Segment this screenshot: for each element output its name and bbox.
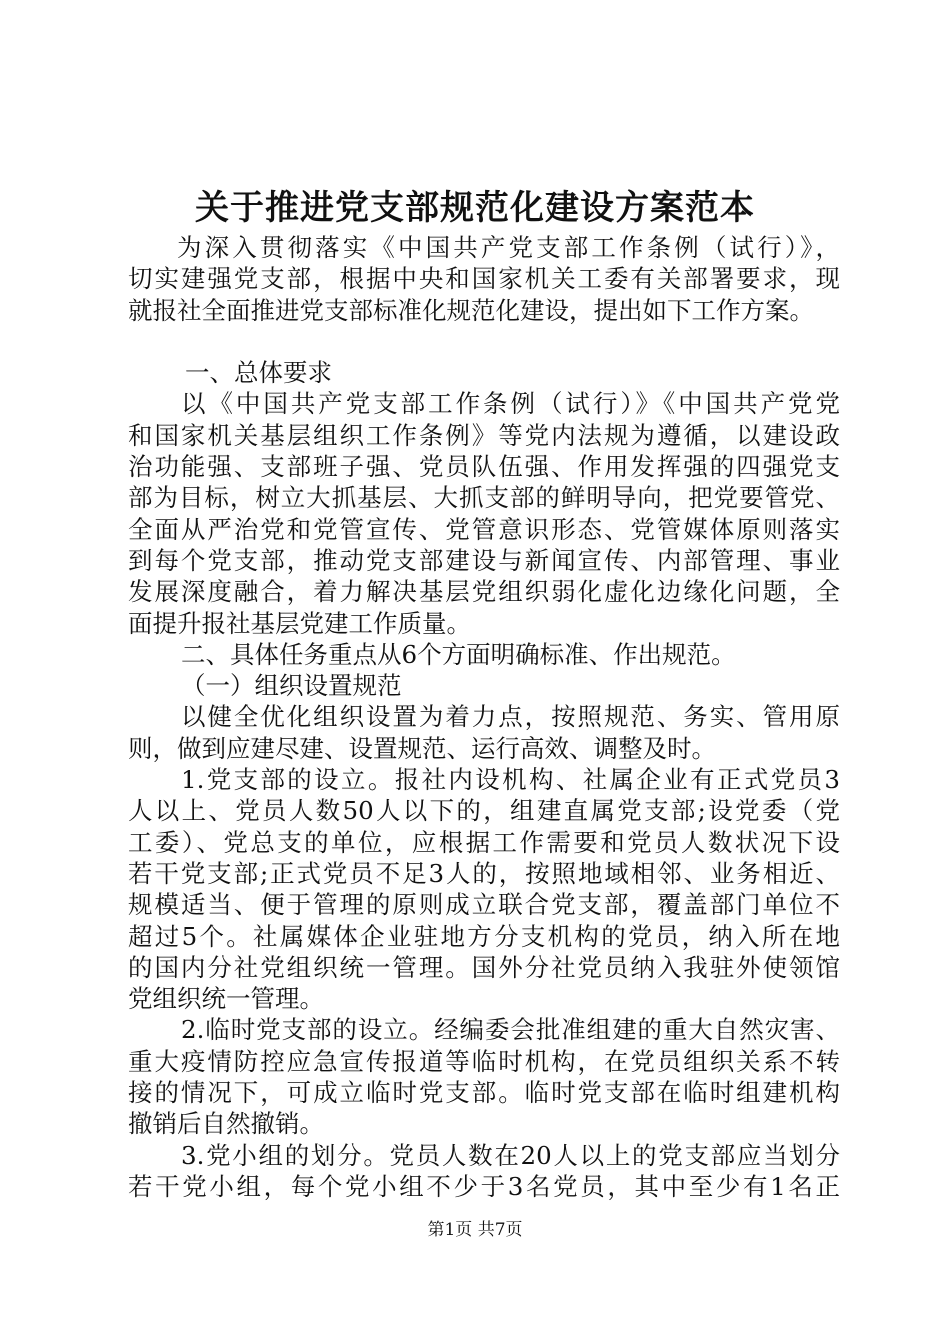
paragraph-line: 以《中国共产党支部工作条例（试行）》《中国共产党党 xyxy=(181,389,840,419)
paragraph-line: 以健全优化组织设置为着力点，按照规范、务实、管用原 xyxy=(181,702,840,732)
paragraph-line: 2.临时党支部的设立。经编委会批准组建的重大自然灾害、 xyxy=(181,1015,840,1045)
subsection-heading: （一）组织设置规范 xyxy=(181,671,402,701)
paragraph-line: 部为目标，树立大抓基层、大抓支部的鲜明导向，把党要管党、 xyxy=(128,483,840,513)
paragraph-line: 超过5个。社属媒体企业驻地方分支机构的党员，纳入所在地 xyxy=(128,921,840,951)
section-heading: 一、总体要求 xyxy=(185,358,332,388)
paragraph-line: 为深入贯彻落实《中国共产党支部工作条例（试行）》， xyxy=(177,233,840,262)
paragraph-line: 的国内分社党组织统一管理。国外分社党员纳入我驻外使领馆 xyxy=(128,952,840,982)
paragraph-line: 面提升报社基层党建工作质量。 xyxy=(128,608,471,638)
paragraph-line: 重大疫情防控应急宣传报道等临时机构，在党员组织关系不转 xyxy=(128,1046,840,1076)
paragraph-line: 切实建强党支部，根据中央和国家机关工委有关部署要求，现 xyxy=(128,264,840,294)
paragraph-line: 治功能强、支部班子强、党员队伍强、作用发挥强的四强党支 xyxy=(128,452,840,482)
paragraph-line: 就报社全面推进党支部标准化规范化建设，提出如下工作方案。 xyxy=(128,295,814,325)
paragraph-line: 党组织统一管理。 xyxy=(128,984,324,1014)
paragraph-line: 人以上、党员人数50人以下的，组建直属党支部;设党委（党 xyxy=(128,796,840,826)
paragraph-line: 1.党支部的设立。报社内设机构、社属企业有正式党员3 xyxy=(181,765,840,795)
document-body xyxy=(128,232,840,1202)
paragraph-line: 到每个党支部，推动党支部建设与新闻宣传、内部管理、事业 xyxy=(128,545,840,575)
blank-line xyxy=(128,326,840,357)
paragraph-line: 若干党小组，每个党小组不少于3名党员，其中至少有1名正 xyxy=(128,1171,840,1201)
paragraph-line: 若干党支部;正式党员不足3人的，按照地域相邻、业务相近、 xyxy=(128,858,840,888)
paragraph-line: 接的情况下，可成立临时党支部。临时党支部在临时组建机构 xyxy=(128,1078,840,1108)
paragraph-line: 工委）、党总支的单位，应根据工作需要和党员人数状况下设 xyxy=(128,827,840,857)
paragraph-line: 则，做到应建尽建、设置规范、运行高效、调整及时。 xyxy=(128,733,716,763)
paragraph-line: 全面从严治党和党管宣传、党管意识形态、党管媒体原则落实 xyxy=(128,514,840,544)
paragraph-line: 发展深度融合，着力解决基层党组织弱化虚化边缘化问题，全 xyxy=(128,577,840,607)
paragraph-line: 撤销后自然撤销。 xyxy=(128,1109,324,1139)
section-heading: 二、具体任务重点从6个方面明确标准、作出规范。 xyxy=(181,639,736,669)
paragraph-line: 规模适当、便于管理的原则成立联合党支部，覆盖部门单位不 xyxy=(128,890,840,920)
paragraph-line: 和国家机关基层组织工作条例》等党内法规为遵循，以建设政 xyxy=(128,420,840,450)
document-title: 关于推进党支部规范化建设方案范本 xyxy=(195,188,755,228)
paragraph-line: 3.党小组的划分。党员人数在20人以上的党支部应当划分 xyxy=(181,1140,840,1170)
page-number: 第1页 共7页 xyxy=(427,1220,523,1240)
